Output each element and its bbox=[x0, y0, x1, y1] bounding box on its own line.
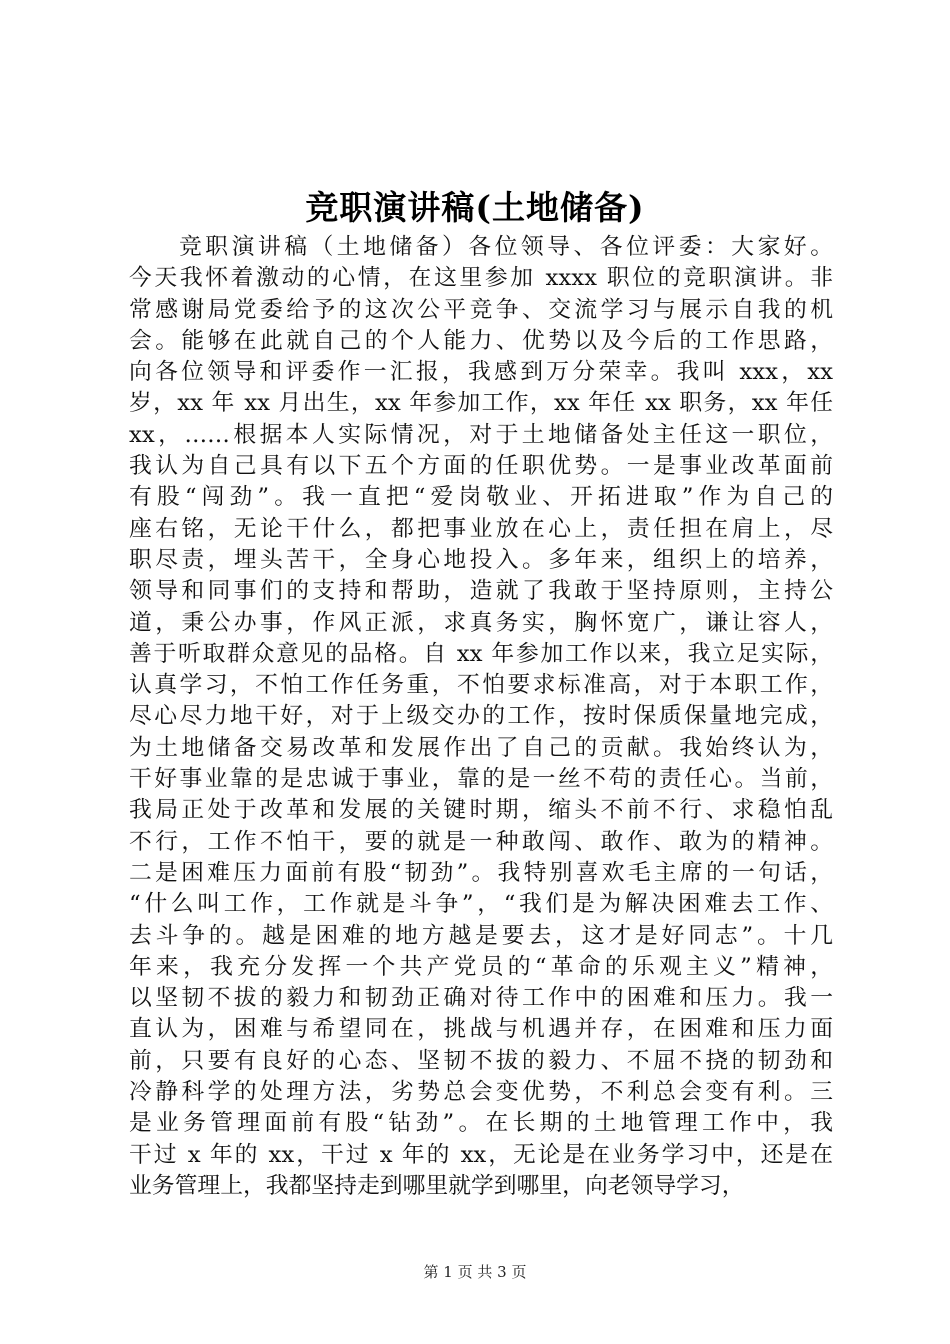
body-line: 不行，工作不怕干，要的就是一种敢闯、敢作、敢为的精神。 bbox=[129, 828, 833, 855]
body-line: 今天我怀着激动的心情，在这里参加 xxxx 职位的竞职演讲。非 bbox=[129, 265, 833, 292]
body-line: 我认为自己具有以下五个方面的任职优势。一是事业改革面前 bbox=[129, 453, 833, 480]
body-line: 会。能够在此就自己的个人能力、优势以及今后的工作思路， bbox=[129, 327, 833, 354]
body-line: 业务管理上，我都坚持走到哪里就学到哪里，向老领导学习， bbox=[129, 1172, 745, 1199]
body-line: 冷静科学的处理方法，劣势总会变优势，不利总会变有利。三 bbox=[129, 1079, 833, 1106]
body-line: 是业务管理面前有股“钻劲”。在长期的土地管理工作中，我 bbox=[129, 1110, 833, 1137]
body-line: 善于听取群众意见的品格。自 xx 年参加工作以来，我立足实际， bbox=[129, 640, 833, 667]
body-line: 去斗争的。越是困难的地方越是要去，这才是好同志”。十几 bbox=[129, 922, 833, 949]
page-footer: 第 1 页 共 3 页 bbox=[423, 1263, 527, 1281]
body-line: 认真学习，不怕工作任务重，不怕要求标准高，对于本职工作， bbox=[129, 672, 833, 699]
body-line: 道，秉公办事，作风正派，求真务实，胸怀宽广，谦让容人， bbox=[129, 609, 833, 636]
document-body bbox=[129, 232, 833, 1202]
body-line: 二是困难压力面前有股“韧劲”。我特别喜欢毛主席的一句话， bbox=[129, 859, 833, 886]
body-line: 我局正处于改革和发展的关键时期，缩头不前不行、求稳怕乱 bbox=[129, 797, 833, 824]
body-line: 向各位领导和评委作一汇报，我感到万分荣幸。我叫 xxx，xx bbox=[129, 359, 833, 386]
body-line: 年来，我充分发挥一个共产党员的“革命的乐观主义”精神， bbox=[129, 953, 833, 980]
body-line: 座右铭，无论干什么，都把事业放在心上，责任担在肩上，尽 bbox=[129, 515, 833, 542]
body-line: 领导和同事们的支持和帮助，造就了我敢于坚持原则，主持公 bbox=[129, 578, 833, 605]
body-line: 岁，xx 年 xx 月出生，xx 年参加工作，xx 年任 xx 职务，xx 年任 bbox=[129, 390, 833, 417]
body-line: 常感谢局党委给予的这次公平竞争、交流学习与展示自我的机 bbox=[129, 296, 833, 323]
body-line: 竞职演讲稿（土地储备）各位领导、各位评委：大家好。 bbox=[179, 234, 833, 260]
body-line: 以坚韧不拔的毅力和韧劲正确对待工作中的困难和压力。我一 bbox=[129, 985, 833, 1012]
document-title: 竞职演讲稿(土地储备) bbox=[305, 188, 645, 227]
body-line: 干好事业靠的是忠诚于事业，靠的是一丝不苟的责任心。当前， bbox=[129, 766, 833, 793]
body-line: 前，只要有良好的心态、坚韧不拔的毅力、不屈不挠的韧劲和 bbox=[129, 1047, 833, 1074]
body-line: 尽心尽力地干好，对于上级交办的工作，按时保质保量地完成， bbox=[129, 703, 833, 730]
body-line: 直认为，困难与希望同在，挑战与机遇并存，在困难和压力面 bbox=[129, 1016, 833, 1043]
body-line: 职尽责，埋头苦干，全身心地投入。多年来，组织上的培养， bbox=[129, 546, 833, 573]
body-line: “什么叫工作，工作就是斗争”，“我们是为解决困难去工作、 bbox=[129, 891, 833, 918]
body-line: 为土地储备交易改革和发展作出了自己的贡献。我始终认为， bbox=[129, 734, 833, 761]
body-line: 有股“闯劲”。我一直把“爱岗敬业、开拓进取”作为自己的 bbox=[129, 484, 833, 511]
body-line: 干过 x 年的 xx，干过 x 年的 xx，无论是在业务学习中，还是在 bbox=[129, 1141, 833, 1168]
body-line: xx，……根据本人实际情况，对于土地储备处主任这一职位， bbox=[129, 421, 833, 448]
